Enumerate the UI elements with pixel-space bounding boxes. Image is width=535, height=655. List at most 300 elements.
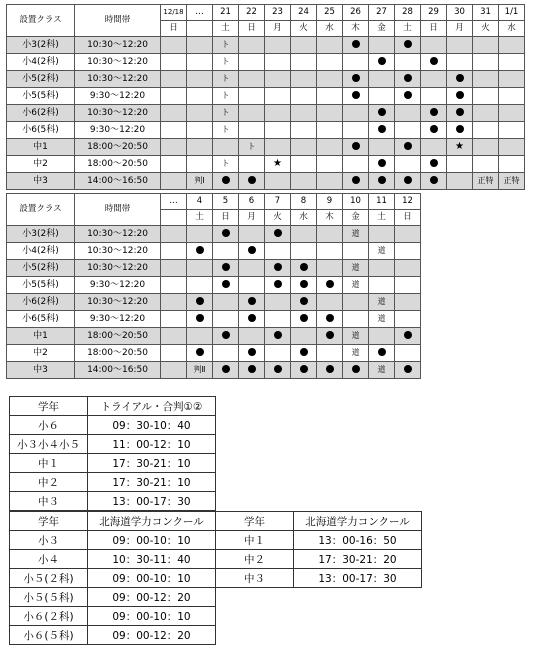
schedule-cell (265, 328, 291, 345)
class-day-marker (248, 176, 256, 184)
schedule-cell (499, 156, 525, 173)
schedule-cell (447, 105, 473, 122)
class-day-marker (248, 314, 256, 322)
class-name: 中1 (7, 328, 75, 345)
schedule-cell (161, 277, 187, 294)
star-marker: ★ (273, 158, 282, 169)
date-header-row (7, 194, 421, 210)
grade-cell: 小３小４小５ (10, 435, 88, 454)
date-cell: 12 (395, 194, 421, 210)
schedule-cell (291, 71, 317, 88)
schedule-cell (369, 345, 395, 362)
schedule-cell (473, 54, 499, 71)
class-day-marker (404, 74, 412, 82)
class-time: 10:30～12:20 (75, 260, 161, 277)
grade-cell: 小３ (10, 531, 88, 550)
weekday-cell: 水 (317, 21, 343, 37)
schedule-cell (213, 122, 239, 139)
schedule-cell (161, 345, 187, 362)
schedule-cell (213, 226, 239, 243)
time-cell: 17：30-21：20 (294, 550, 422, 569)
schedule-cell (499, 88, 525, 105)
schedule-cell (447, 156, 473, 173)
schedule-cell (499, 71, 525, 88)
schedule-cell (291, 139, 317, 156)
class-time: 9:30～12:20 (75, 311, 161, 328)
grade-cell: 小６(２科) (10, 607, 88, 626)
schedule-cell (369, 37, 395, 54)
event-marker: 道 (351, 262, 360, 272)
class-day-marker (352, 40, 360, 48)
time-cell: 09：00-10：10 (88, 607, 216, 626)
weekday-cell: 火 (473, 21, 499, 37)
star-marker: ★ (455, 141, 464, 152)
schedule-cell (213, 105, 239, 122)
class-time: 18:00～20:50 (75, 328, 161, 345)
weekday-cell: 火 (291, 21, 317, 37)
schedule-cell (317, 71, 343, 88)
trial-header-row (10, 397, 216, 416)
schedule-cell (369, 311, 395, 328)
schedule-cell (187, 71, 213, 88)
class-name: 中2 (7, 345, 75, 362)
date-cell: … (161, 194, 187, 210)
schedule-cell (369, 71, 395, 88)
schedule-cell (291, 294, 317, 311)
grade-cell (216, 607, 294, 626)
schedule-cell (239, 226, 265, 243)
schedule-cell (291, 260, 317, 277)
trial-row (10, 416, 216, 435)
event-marker: ト (247, 141, 256, 151)
trial-row (10, 492, 216, 511)
event-marker: ト (221, 158, 230, 168)
class-day-marker (378, 108, 386, 116)
grade-cell: 中３ (216, 569, 294, 588)
schedule-cell (317, 105, 343, 122)
schedule-cell (161, 328, 187, 345)
schedule-cell (317, 277, 343, 294)
schedule-cell (161, 311, 187, 328)
contest-header: 北海道学力コンクール (88, 512, 216, 531)
schedule-cell (239, 277, 265, 294)
schedule-cell (187, 226, 213, 243)
event-marker: 正特 (503, 175, 520, 185)
schedule-cell (187, 105, 213, 122)
weekday-cell (161, 210, 187, 226)
event-marker: 判Ⅰ (194, 175, 205, 185)
weekday-cell: 土 (369, 210, 395, 226)
class-time: 9:30～12:20 (75, 122, 161, 139)
schedule-cell (239, 37, 265, 54)
date-cell: 31 (473, 5, 499, 21)
schedule-cell (239, 139, 265, 156)
schedule-cell (265, 294, 291, 311)
schedule-cell (317, 122, 343, 139)
class-day-marker (404, 331, 412, 339)
schedule-cell (317, 226, 343, 243)
class-row (7, 277, 421, 294)
event-marker: 道 (351, 279, 360, 289)
schedule-cell (265, 139, 291, 156)
schedule-cell (447, 88, 473, 105)
class-day-marker (274, 229, 282, 237)
schedule-cell (161, 362, 187, 379)
schedule-cell (265, 226, 291, 243)
date-cell: 1/1 (499, 5, 525, 21)
schedule-cell (447, 54, 473, 71)
class-day-marker (248, 348, 256, 356)
grade-cell (216, 588, 294, 607)
schedule-cell (499, 54, 525, 71)
class-day-marker (300, 297, 308, 305)
class-name: 小3(2科) (7, 226, 75, 243)
class-day-marker (248, 297, 256, 305)
class-day-marker (378, 159, 386, 167)
schedule-cell (343, 328, 369, 345)
date-cell: 11 (369, 194, 395, 210)
trial-row (10, 454, 216, 473)
grade-cell: 小６ (10, 416, 88, 435)
date-cell: 24 (291, 5, 317, 21)
class-day-marker (300, 280, 308, 288)
schedule-cell (161, 156, 187, 173)
trial-exam-table (9, 396, 216, 511)
schedule-body (7, 194, 421, 379)
schedule-cell (213, 311, 239, 328)
event-marker: 正特 (477, 175, 494, 185)
date-cell: 22 (239, 5, 265, 21)
class-row (7, 345, 421, 362)
class-row (7, 362, 421, 379)
class-row (7, 311, 421, 328)
class-name: 小4(2科) (7, 243, 75, 260)
schedule-cell (239, 71, 265, 88)
class-day-marker (404, 176, 412, 184)
contest-header: 北海道学力コンクール (294, 512, 422, 531)
schedule-cell (265, 122, 291, 139)
trial-header: トライアル・合判①② (88, 397, 216, 416)
time-cell: 17：30-21：10 (88, 454, 216, 473)
schedule-cell (369, 277, 395, 294)
class-name: 小6(5科) (7, 311, 75, 328)
schedule-cell (265, 105, 291, 122)
contest-row (10, 569, 422, 588)
schedule-cell (473, 156, 499, 173)
class-name: 小5(2科) (7, 71, 75, 88)
schedule-cell (343, 54, 369, 71)
grade-cell: 小５(５科) (10, 588, 88, 607)
schedule-cell (187, 54, 213, 71)
schedule-cell (369, 88, 395, 105)
class-day-marker (378, 348, 386, 356)
schedule-cell (213, 260, 239, 277)
time-cell: 09：30-10：40 (88, 416, 216, 435)
schedule-cell (395, 88, 421, 105)
schedule-body (7, 5, 525, 190)
schedule-cell (395, 294, 421, 311)
schedule-cell (421, 37, 447, 54)
class-name: 小6(2科) (7, 105, 75, 122)
event-marker: 道 (351, 330, 360, 340)
class-day-marker (352, 142, 360, 150)
schedule-cell (317, 294, 343, 311)
schedule-cell (291, 156, 317, 173)
schedule-cell (161, 260, 187, 277)
trial-row (10, 435, 216, 454)
schedule-cell (421, 139, 447, 156)
event-marker: ト (221, 73, 230, 83)
schedule-cell (265, 156, 291, 173)
contest-row (10, 626, 422, 645)
class-day-marker (274, 263, 282, 271)
date-header-row (7, 5, 525, 21)
time-header: 時間帯 (75, 5, 161, 37)
class-row (7, 54, 525, 71)
schedule-cell (395, 345, 421, 362)
date-cell: 8 (291, 194, 317, 210)
grade-cell: 中３ (10, 492, 88, 511)
date-cell: … (187, 5, 213, 21)
class-name: 小6(2科) (7, 294, 75, 311)
schedule-cell (317, 328, 343, 345)
schedule-cell (395, 226, 421, 243)
weekday-cell: 月 (265, 21, 291, 37)
schedule-cell (161, 243, 187, 260)
schedule-cell (187, 311, 213, 328)
schedule-cell (291, 345, 317, 362)
class-day-marker (326, 314, 334, 322)
contest-row (10, 588, 422, 607)
schedule-cell (395, 277, 421, 294)
schedule-cell (343, 294, 369, 311)
schedule-cell (265, 54, 291, 71)
trial-row (10, 473, 216, 492)
class-time: 18:00～20:50 (75, 139, 161, 156)
class-time: 10:30～12:20 (75, 71, 161, 88)
time-cell (294, 626, 422, 645)
time-cell: 09：00-10：10 (88, 569, 216, 588)
schedule-cell (161, 54, 187, 71)
schedule-cell (473, 71, 499, 88)
schedule-cell (213, 139, 239, 156)
class-day-marker (352, 176, 360, 184)
schedule-cell (447, 122, 473, 139)
weekday-cell: 土 (395, 21, 421, 37)
schedule-cell (291, 54, 317, 71)
contest-row (10, 550, 422, 569)
class-day-marker (430, 108, 438, 116)
class-row (7, 173, 525, 190)
class-day-marker (222, 365, 230, 373)
class-name: 小4(2科) (7, 54, 75, 71)
schedule-cell (291, 226, 317, 243)
class-row (7, 71, 525, 88)
schedule-cell (187, 243, 213, 260)
weekday-cell: 月 (239, 210, 265, 226)
schedule-cell (239, 156, 265, 173)
grade-header: 学年 (10, 512, 88, 531)
schedule-cell (187, 260, 213, 277)
schedule-cell (265, 173, 291, 190)
schedule-cell (213, 173, 239, 190)
class-day-marker (352, 91, 360, 99)
schedule-cell (395, 173, 421, 190)
schedule-cell (369, 173, 395, 190)
schedule-cell (265, 243, 291, 260)
schedule-cell (317, 173, 343, 190)
class-day-marker (404, 365, 412, 373)
weekday-cell: 日 (213, 210, 239, 226)
schedule-cell (395, 260, 421, 277)
schedule-cell (161, 71, 187, 88)
schedule-cell (291, 105, 317, 122)
class-row (7, 294, 421, 311)
schedule-cell (187, 88, 213, 105)
contest-header-row (10, 512, 422, 531)
schedule-cell (395, 362, 421, 379)
schedule-cell (499, 105, 525, 122)
class-day-marker (196, 246, 204, 254)
class-header: 設置クラス (7, 5, 75, 37)
schedule-cell (213, 71, 239, 88)
weekday-cell: 火 (265, 210, 291, 226)
schedule-cell (317, 139, 343, 156)
event-marker: 道 (377, 296, 386, 306)
class-name: 中1 (7, 139, 75, 156)
schedule-cell (265, 37, 291, 54)
schedule-cell (291, 362, 317, 379)
schedule-cell (473, 37, 499, 54)
grade-cell: 小４ (10, 550, 88, 569)
schedule-cell (343, 71, 369, 88)
class-row (7, 156, 525, 173)
schedule-cell (343, 345, 369, 362)
time-cell: 17：30-21：10 (88, 473, 216, 492)
schedule-cell (369, 243, 395, 260)
schedule-cell (239, 243, 265, 260)
event-marker: ト (221, 39, 230, 49)
schedule-cell (161, 37, 187, 54)
class-name: 中3 (7, 173, 75, 190)
schedule-table-january (6, 193, 421, 379)
schedule-cell (317, 260, 343, 277)
schedule-cell (239, 294, 265, 311)
event-marker: 道 (377, 313, 386, 323)
schedule-cell (291, 173, 317, 190)
contest-row (10, 607, 422, 626)
schedule-cell (447, 173, 473, 190)
schedule-cell (369, 226, 395, 243)
schedule-cell (317, 345, 343, 362)
schedule-cell (369, 260, 395, 277)
class-name: 小5(2科) (7, 260, 75, 277)
schedule-cell (291, 311, 317, 328)
schedule-cell (395, 156, 421, 173)
time-cell (294, 607, 422, 626)
schedule-cell (291, 277, 317, 294)
class-day-marker (456, 74, 464, 82)
schedule-cell (343, 260, 369, 277)
grade-cell: 小５(２科) (10, 569, 88, 588)
class-time: 10:30～12:20 (75, 243, 161, 260)
schedule-cell (369, 122, 395, 139)
schedule-cell (343, 173, 369, 190)
class-header: 設置クラス (7, 194, 75, 226)
class-row (7, 328, 421, 345)
class-row (7, 243, 421, 260)
grade-cell: 中２ (10, 473, 88, 492)
class-row (7, 226, 421, 243)
weekday-cell: 月 (447, 21, 473, 37)
class-day-marker (352, 365, 360, 373)
schedule-cell (291, 37, 317, 54)
schedule-cell (187, 277, 213, 294)
schedule-cell (213, 328, 239, 345)
schedule-cell (187, 139, 213, 156)
date-cell: 5 (213, 194, 239, 210)
schedule-cell (499, 139, 525, 156)
schedule-cell (187, 37, 213, 54)
weekday-cell: 金 (343, 210, 369, 226)
schedule-cell (187, 156, 213, 173)
schedule-cell (213, 88, 239, 105)
date-cell: 29 (421, 5, 447, 21)
schedule-cell (317, 88, 343, 105)
date-cell: 30 (447, 5, 473, 21)
date-cell: 10 (343, 194, 369, 210)
class-day-marker (378, 57, 386, 65)
schedule-cell (265, 260, 291, 277)
date-cell: 23 (265, 5, 291, 21)
schedule-cell (395, 243, 421, 260)
schedule-cell (395, 328, 421, 345)
schedule-cell (473, 105, 499, 122)
class-day-marker (430, 57, 438, 65)
schedule-cell (499, 173, 525, 190)
grade-cell (216, 626, 294, 645)
schedule-cell (161, 173, 187, 190)
class-day-marker (404, 142, 412, 150)
schedule-cell (343, 243, 369, 260)
date-cell: 25 (317, 5, 343, 21)
schedule-cell (369, 294, 395, 311)
class-day-marker (326, 365, 334, 373)
schedule-cell (473, 122, 499, 139)
schedule-cell (161, 294, 187, 311)
class-name: 中2 (7, 156, 75, 173)
schedule-cell (395, 139, 421, 156)
class-time: 9:30～12:20 (75, 88, 161, 105)
schedule-cell (265, 362, 291, 379)
schedule-cell (447, 71, 473, 88)
class-day-marker (248, 365, 256, 373)
schedule-cell (265, 71, 291, 88)
class-time: 10:30～12:20 (75, 37, 161, 54)
schedule-cell (161, 88, 187, 105)
class-day-marker (300, 365, 308, 373)
schedule-cell (343, 311, 369, 328)
time-header: 時間帯 (75, 194, 161, 226)
date-cell: 12/18 (161, 5, 187, 21)
event-marker: 判Ⅱ (193, 364, 206, 374)
weekday-cell: 水 (291, 210, 317, 226)
class-day-marker (196, 348, 204, 356)
event-marker: 道 (377, 245, 386, 255)
schedule-cell (421, 156, 447, 173)
schedule-cell (239, 328, 265, 345)
class-day-marker (248, 246, 256, 254)
